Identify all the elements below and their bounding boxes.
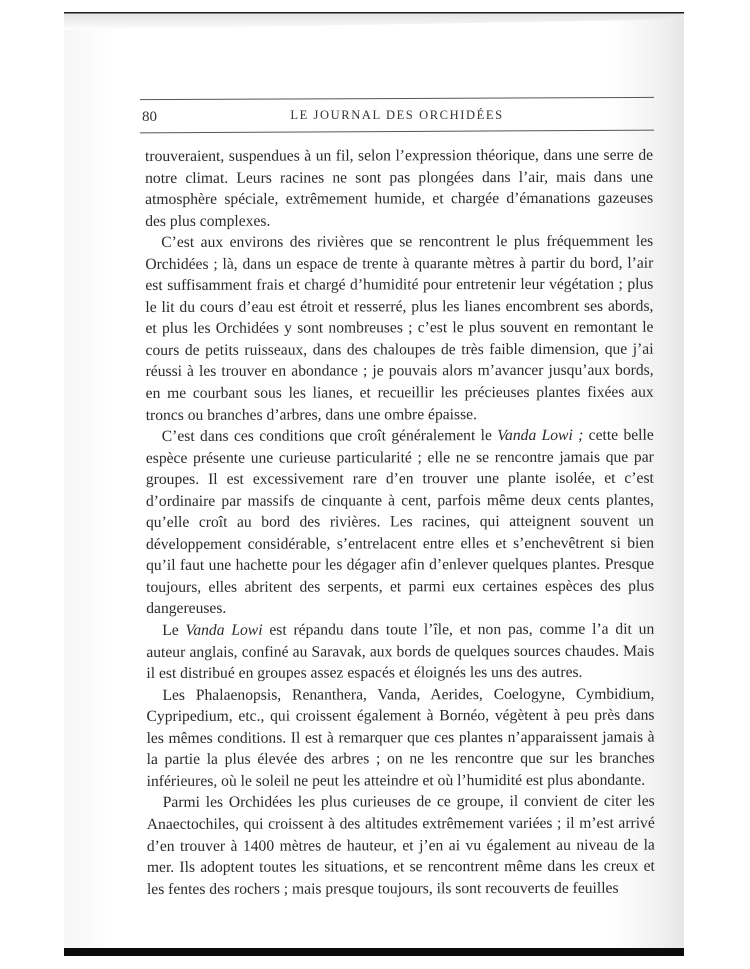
paragraph-text: cette belle espèce présente une curieuse particularité ; elle ne se rencontre jamais que par groupes. Il est excessivement rare d’en trouver une plante isolée, et c’est d’ordinaire par massifs de cinquante à cent, parfois même deux cents plantes, qu’elle croît au bord des rivières. Les racines, qui atteignent souvent un développement considérable, s’entrelacent entre elles et s’enchevêtrent si bien qu’il faut une hachette pour les dégager afin d’enlever quelques plantes. Presque toujours, elles abritent des serpents, et parmi eux certaines espèces des plus dangereuses. xyxy=(145,426,655,618)
paragraph xyxy=(147,791,655,900)
italic-species-name: Vanda Lowi ; xyxy=(497,426,584,445)
body-text xyxy=(145,145,655,900)
journal-title: LE JOURNAL DES ORCHIDÉES xyxy=(290,108,504,122)
paragraph-text: Parmi les Orchidées les plus curieuses de ce groupe, il convient de citer les Anaectochiles, qui croissent à des altitudes extrêmement variées ; il m’est arrivé d’en trouver à 1400 mètres de hauteur, et j’en ai vu également au niveau de la mer. Ils adoptent toutes les situations, et se rencontrent même dans les creux et les fentes des rochers ; mais presque toujours, ils sont recouverts de feuilles xyxy=(146,793,655,898)
paragraph-text: C’est dans ces conditions que croît généralement le xyxy=(161,427,498,446)
paragraph-text: Le xyxy=(162,621,186,639)
paragraph xyxy=(146,425,655,620)
paragraph xyxy=(146,619,654,685)
paragraph-text: est répandu dans toute l’île, et non pas, comme l’a dit un auteur anglais, confiné au Saravak, aux bords de quelques sources chaudes. Mais il est distribué en groupes assez espacés et éloignés les uns des autres. xyxy=(146,620,655,683)
running-head xyxy=(140,98,654,132)
paragraph-text: trouveraient, suspendues à un fil, selon l’expression théorique, dans une serre de notre climat. Leurs racines ne sont pas plongées dans l’air, mais dans une atmosphère spéciale, extrêmement humide, et chargée d’émanations gazeuses des plus complexes. xyxy=(145,146,654,230)
paragraph-text: Les Phalaenopsis, Renanthera, Vanda, Aerides, Coelogyne, Cymbidium, Cypripedium, etc., qui croissent également à Bornéo, végètent à peu près dans les mêmes conditions. Il est à remarquer que ces plantes n’apparaissent jamais à la partie la plus élevée des arbres ; on ne les rencontre que sur les branches inférieures, où le soleil ne peut les atteindre et où l’humidité est plus abondante. xyxy=(146,685,655,790)
paragraph xyxy=(146,683,654,792)
page-bottom-edge-shadow xyxy=(64,948,684,956)
header-rule-top xyxy=(140,97,654,100)
paragraph xyxy=(145,231,654,426)
italic-species-name: Vanda Lowi xyxy=(185,621,263,639)
paragraph xyxy=(145,145,653,233)
paragraph-text: C’est aux environs des rivières que se rencontrent le plus fréquemment les Orchidées ; là, dans un espace de trente à quarante mètres à partir du bord, l’air est suffisamment frais et chargé d’humidité pour entretenir leur végétation ; plus le lit du cours d’eau est étroit et resserré, plus les lianes encombrent ses abords, et plus les Orchidées y sont nombreuses ; c’est le plus souvent en remontant le cours de petits ruisseaux, dans des chaloupes de très faible dimension, que j’ai réussi à les trouver en abondance ; je pouvais alors m’avancer jusqu’aux bords, en me courbant sous les lianes, et recueillir les précieuses plantes fixées aux troncs ou branches d’arbres, dans une ombre épaisse. xyxy=(145,232,654,424)
page-number: 80 xyxy=(142,109,157,125)
